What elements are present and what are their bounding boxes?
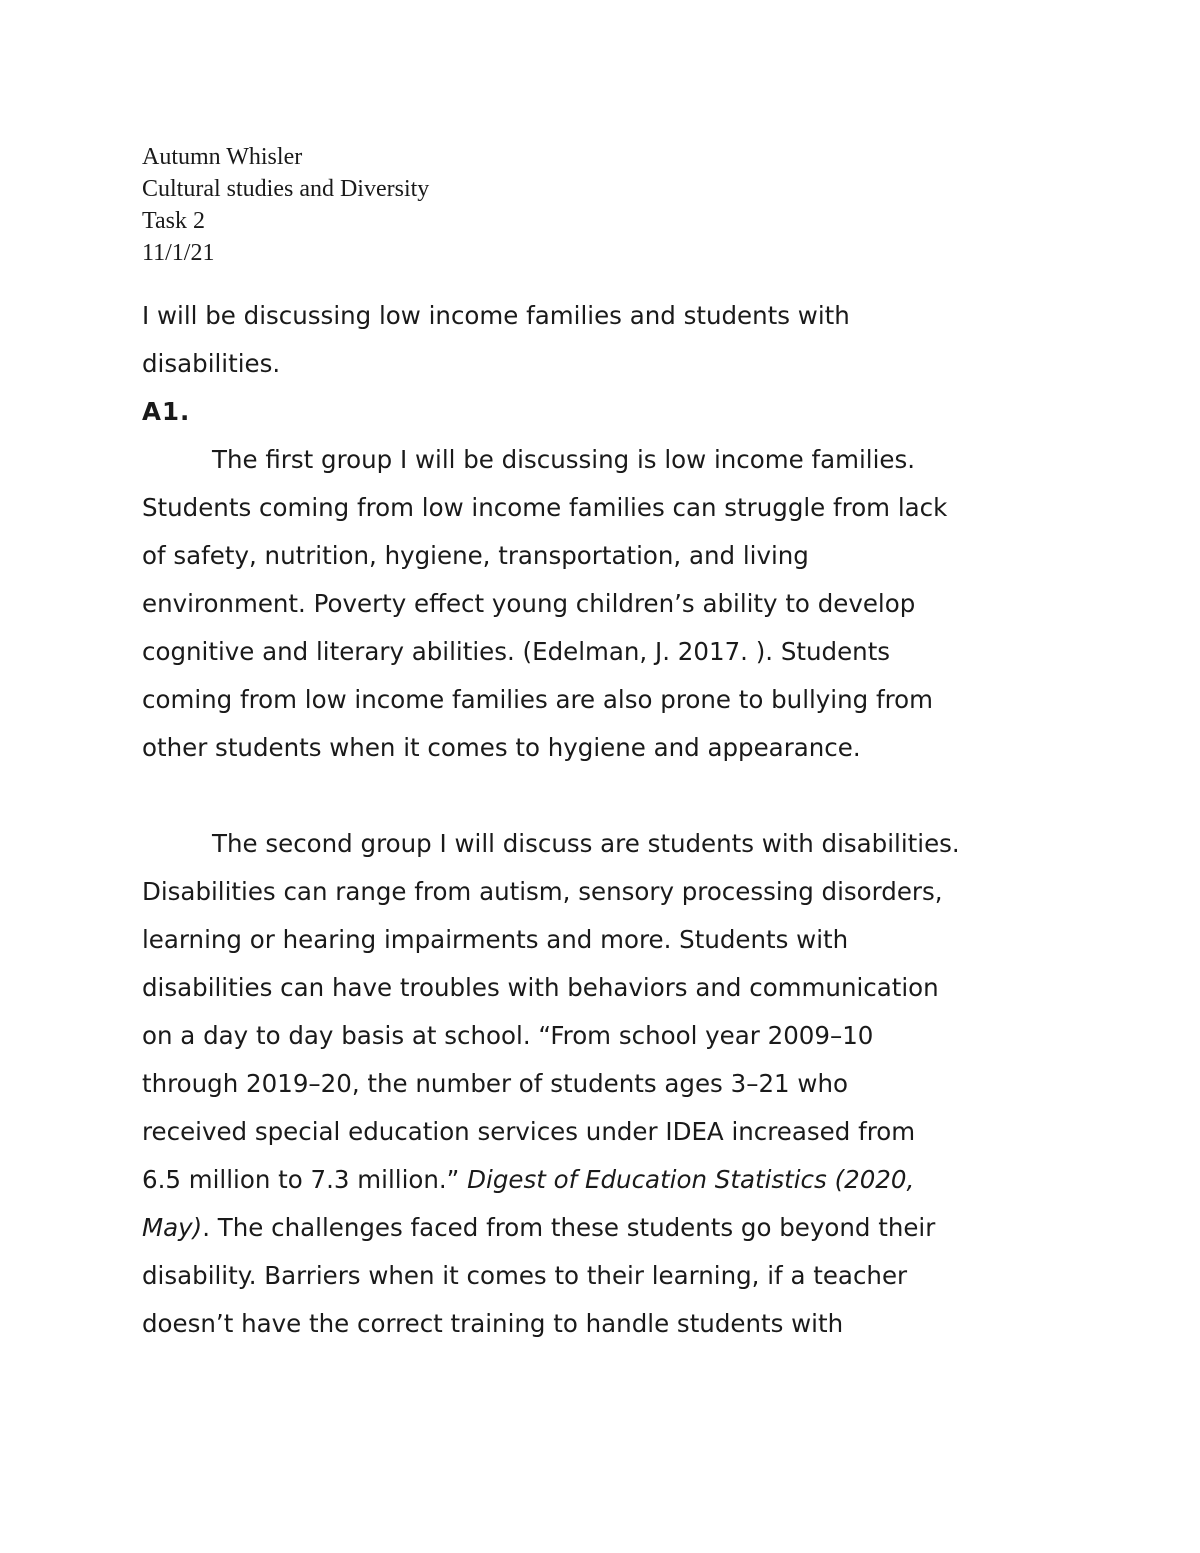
paragraph-line: coming from low income families are also prone to bullying from bbox=[142, 685, 933, 714]
paragraph-line: Disabilities can range from autism, sensory processing disorders, bbox=[142, 877, 943, 906]
paragraph-line: environment. Poverty effect young children’s ability to develop bbox=[142, 589, 916, 618]
paragraph-line: Students coming from low income families can struggle from lack bbox=[142, 493, 948, 522]
document-header bbox=[142, 141, 429, 269]
paragraph-line bbox=[142, 1156, 1072, 1204]
paragraph-line: received special education services under IDEA increased from bbox=[142, 1117, 916, 1146]
course-name: Cultural studies and Diversity bbox=[142, 176, 430, 202]
citation-italic: Digest of Education Statistics (2020, bbox=[467, 1165, 915, 1194]
paragraph-line bbox=[142, 1204, 1072, 1252]
paragraph-line: The first group I will be discussing is low income families. bbox=[212, 445, 916, 474]
paragraph-line: on a day to day basis at school. “From school year 2009–10 bbox=[142, 1021, 874, 1050]
paragraph-line: The second group I will discuss are students with disabilities. bbox=[212, 829, 960, 858]
paragraph-line: cognitive and literary abilities. (Edelman, J. 2017. ). Students bbox=[142, 637, 891, 666]
document-date: 11/1/21 bbox=[142, 240, 215, 266]
paragraph-line: other students when it comes to hygiene and appearance. bbox=[142, 733, 861, 762]
paragraph-low-income bbox=[142, 436, 1072, 772]
paragraph-line: disabilities can have troubles with behaviors and communication bbox=[142, 973, 939, 1002]
paragraph-spacer bbox=[142, 772, 1072, 820]
citation-italic: May) bbox=[142, 1213, 203, 1242]
author-name: Autumn Whisler bbox=[142, 144, 303, 170]
paragraph-line: disability. Barriers when it comes to their learning, if a teacher bbox=[142, 1261, 908, 1290]
paragraph-line: of safety, nutrition, hygiene, transportation, and living bbox=[142, 541, 809, 570]
quote-end-text: 6.5 million to 7.3 million.” bbox=[142, 1165, 468, 1194]
intro-line: I will be discussing low income families and students with bbox=[142, 301, 850, 330]
paragraph-disabilities bbox=[142, 820, 1072, 1348]
paragraph-line: learning or hearing impairments and more. Students with bbox=[142, 925, 849, 954]
paragraph-line: doesn’t have the correct training to handle students with bbox=[142, 1309, 844, 1338]
section-heading: A1. bbox=[142, 397, 191, 426]
document-body bbox=[142, 292, 1072, 1348]
task-label: Task 2 bbox=[142, 208, 205, 234]
paragraph-line: through 2019–20, the number of students ages 3–21 who bbox=[142, 1069, 848, 1098]
intro-line: disabilities. bbox=[142, 349, 281, 378]
paragraph-text: . The challenges faced from these students go beyond their bbox=[202, 1213, 936, 1242]
